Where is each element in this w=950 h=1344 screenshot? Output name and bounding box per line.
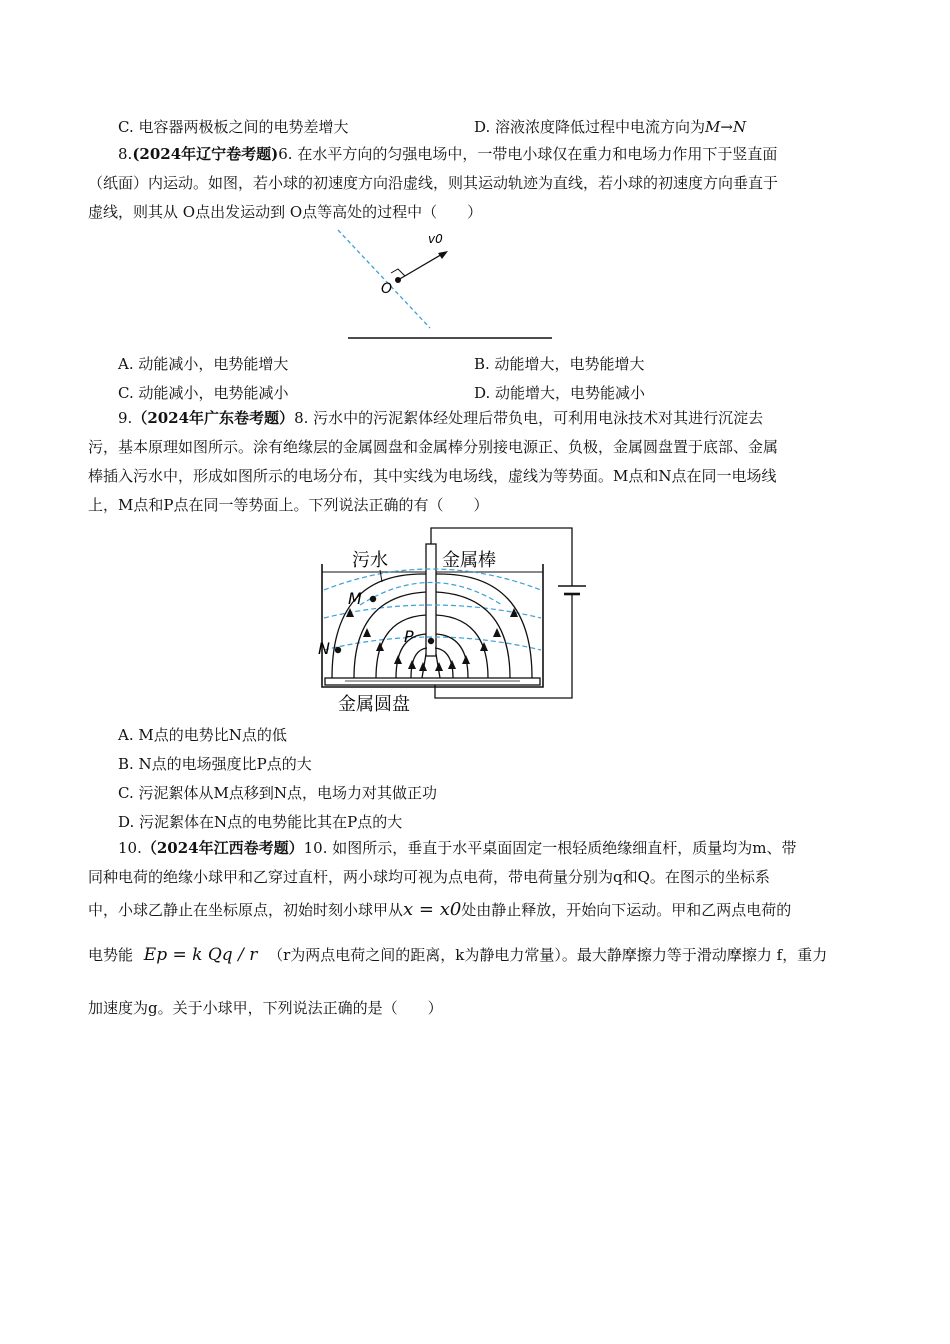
q9-arrow-8 (462, 655, 470, 664)
q9-label-P: P (404, 627, 414, 646)
q9-line2: 污，基本原理如图所示。涂有绝缘层的金属圆盘和金属棒分别接电源正、负极，金属圆盘置于底部、金属 (88, 438, 779, 456)
q9-option-a: A. M点的电势比N点的低 (118, 726, 287, 744)
q9-field-line-6 (436, 615, 488, 678)
q10-line3-part2: 处由静止释放，开始向下运动。甲和乙两点电荷的 (461, 901, 792, 919)
q9-arrow-7 (394, 655, 402, 664)
q10-stem (88, 834, 868, 928)
q9-line1: 8. 污水中的污泥絮体经处理后带负电，可利用电泳技术对其进行沉淀去 (294, 409, 764, 427)
q9-arrow-3 (363, 628, 371, 637)
q8-point-O (395, 277, 401, 283)
q7-option-d-text: D. 溶液浓度降低过程中电流方向为 (474, 118, 706, 136)
q9-label-N: N (318, 639, 330, 658)
q9-arrow-12 (435, 662, 443, 671)
q8-line3: 虚线，则其从 O点出发运动到 O点等高处的过程中（ ） (88, 203, 483, 221)
q9-stem (88, 404, 868, 520)
q10-line2: 同种电荷的绝缘小球甲和乙穿过直杆，两小球均可视为点电荷，带电荷量分别为q和Q。在图示的坐标系 (88, 868, 770, 886)
q9-field-line-8 (436, 634, 468, 678)
q10-line4-suffix: （r为两点电荷之间的距离，k为静电力常量）。最大静摩擦力等于滑动摩擦力 f，重力 (268, 946, 828, 964)
q9-label-M: M (348, 589, 362, 608)
q9-metal-disk (325, 678, 540, 685)
q9-arrow-10 (448, 660, 456, 669)
q10-line3-part1: 中，小球乙静止在坐标原点，初始时刻小球甲从 (88, 901, 404, 919)
q8-number: 8. (118, 145, 133, 163)
q9-line3: 棒插入污水中，形成如图所示的电场分布，其中实线为电场线，虚线为等势面。M点和N点在同一电场线 (88, 467, 777, 485)
q9-option-c: C. 污泥絮体从M点移到N点，电场力对其做正功 (118, 784, 437, 802)
q8-dashed-line (338, 230, 430, 328)
q10-formula-x: x = x0 (403, 899, 462, 920)
q8-stem (88, 140, 868, 227)
q9-source: （2024年广东卷考题） (132, 409, 295, 427)
q10-formula-energy: Ep = k Qq / r (143, 945, 258, 965)
q9-arrow-9 (408, 660, 416, 669)
q10-line4-prefix: 电势能 (88, 946, 134, 964)
q9-label-wastewater: 污水 (352, 550, 388, 571)
q8-source: (2024年辽宁卷考题) (132, 145, 279, 163)
q7-option-d (474, 116, 746, 137)
q8-figure (330, 225, 570, 347)
q7-option-d-var: M→N (705, 118, 747, 136)
q9-arrow-11 (419, 662, 427, 671)
q8-line2: （纸面）内运动。如图，若小球的初速度方向沿虚线，则其运动轨迹为直线，若小球的初速度方向垂直于 (88, 174, 779, 192)
q9-figure (310, 520, 610, 720)
q9-label-disk: 金属圆盘 (338, 694, 410, 715)
q9-option-d: D. 污泥絮体在N点的电势能比其在P点的大 (118, 813, 403, 831)
q9-option-b: B. N点的电场强度比P点的大 (118, 755, 312, 773)
q9-point-N (335, 647, 341, 653)
q8-line1: 6. 在水平方向的匀强电场中，一带电小球仅在重力和电场力作用下于竖直面 (278, 145, 778, 163)
q9-field-line-5 (376, 615, 426, 678)
q8-right-angle-mark (391, 269, 405, 276)
q7-option-c: C. 电容器两极板之间的电势差增大 (118, 118, 349, 136)
q10-source: （2024年江西卷考题） (141, 839, 304, 857)
q10-line5: 加速度为g。关于小球甲，下列说法正确的是（ ） (88, 999, 443, 1017)
q10-line4 (88, 944, 827, 965)
q8-arrow-head (438, 251, 448, 259)
q10-line3 (88, 892, 868, 928)
q8-option-c: C. 动能减小，电势能减小 (118, 384, 289, 402)
q9-point-M (370, 596, 376, 602)
q9-arrow-5 (376, 642, 384, 651)
q8-label-v0: v0 (428, 232, 443, 246)
q8-option-d: D. 动能增大，电势能减小 (474, 384, 646, 402)
q8-option-b: B. 动能增大，电势能增大 (474, 355, 645, 373)
q8-option-a: A. 动能减小，电势能增大 (118, 355, 289, 373)
q10-number: 10. (118, 839, 142, 857)
q9-number: 9. (118, 409, 133, 427)
q9-line4: 上，M点和P点在同一等势面上。下列说法正确的有（ ） (88, 496, 489, 514)
q9-point-P (428, 638, 434, 644)
q9-label-rod: 金属棒 (442, 550, 496, 571)
q10-line1: 10. 如图所示，垂直于水平桌面固定一根轻质绝缘细直杆，质量均为m、带 (303, 839, 797, 857)
q8-label-O: O (381, 281, 393, 297)
